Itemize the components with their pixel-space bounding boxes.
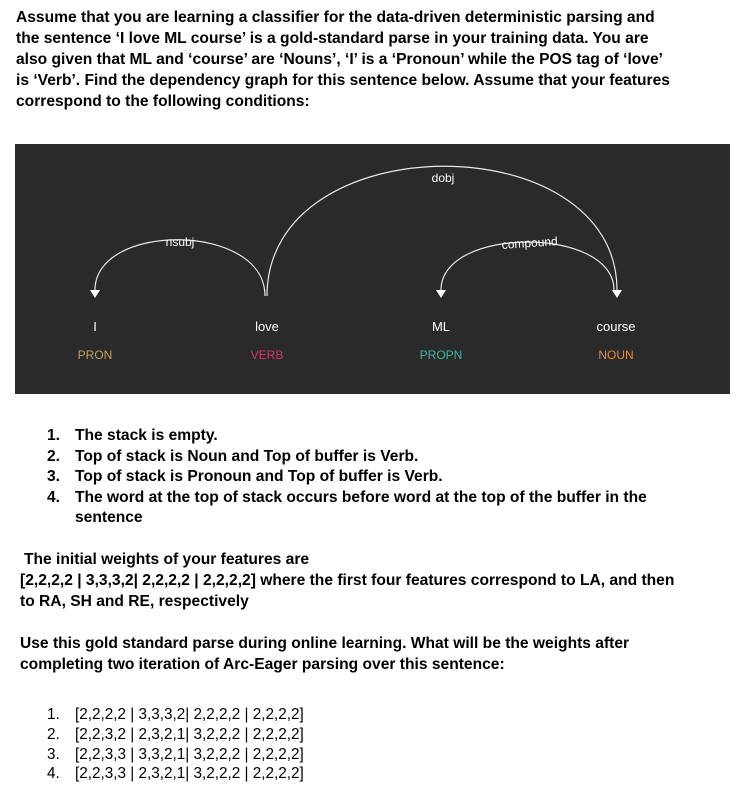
feature-conditions-list: [47, 426, 707, 529]
question-line: the sentence ‘I love ML course’ is a gold-standard parse in your training data. You are: [16, 30, 649, 47]
answer-option[interactable]: [47, 725, 547, 745]
word-ml: ML: [431, 319, 451, 334]
option-number: 4.: [47, 765, 60, 783]
option-text: [2,2,3,3 | 3,3,2,1| 3,2,2,2 | 2,2,2,2]: [75, 745, 304, 763]
arc-label-nsubj: nsubj: [165, 235, 195, 249]
list-number: 4.: [47, 488, 61, 506]
word-love: love: [255, 319, 279, 334]
option-text: [2,2,3,2 | 2,3,2,1| 3,2,2,2 | 2,2,2,2]: [75, 725, 304, 743]
answer-option[interactable]: [47, 745, 547, 765]
option-number: 2.: [47, 725, 60, 743]
task-text: [20, 633, 735, 675]
word-i: I: [93, 319, 97, 334]
dependency-parse-diagram: [15, 144, 730, 394]
condition-text: Top of stack is Pronoun and Top of buffer is Verb.: [75, 468, 443, 485]
answer-option[interactable]: [47, 764, 547, 784]
list-number: 3.: [47, 468, 61, 485]
list-item: [47, 447, 707, 468]
condition-text: The word at the top of stack occurs before word at the top of the buffer in the sentence: [75, 488, 647, 526]
pos-tag-course: NOUN: [598, 348, 634, 362]
weights-line: [2,2,2,2 | 3,3,3,2| 2,2,2,2 | 2,2,2,2] where the first four features correspond to LA, and then: [20, 572, 675, 589]
option-number: 3.: [47, 745, 60, 763]
arc-label-dobj: dobj: [431, 171, 455, 185]
list-item: [47, 467, 707, 488]
list-number: 1.: [47, 427, 61, 444]
answer-option[interactable]: [47, 705, 547, 725]
question-line: Assume that you are learning a classifier for the data-driven deterministic parsing and: [16, 9, 655, 26]
arrowhead-nsubj: [90, 290, 100, 298]
pos-tag-i: PRON: [77, 348, 113, 362]
condition-text: The stack is empty.: [75, 427, 218, 444]
option-text: [2,2,3,3 | 2,3,2,1| 3,2,2,2 | 2,2,2,2]: [75, 765, 304, 783]
list-item: [47, 488, 707, 529]
condition-text: Top of stack is Noun and Top of buffer is Verb.: [75, 447, 419, 465]
word-course: course: [596, 319, 636, 334]
arrowhead-compound: [436, 290, 446, 298]
question-text: [16, 7, 731, 112]
arrowhead-dobj: [612, 290, 622, 298]
option-number: 1.: [47, 706, 60, 723]
option-text: [2,2,2,2 | 3,3,3,2| 2,2,2,2 | 2,2,2,2]: [75, 706, 304, 723]
question-line: is ‘Verb’. Find the dependency graph for this sentence below. Assume that your features: [16, 72, 670, 89]
list-item: [47, 426, 707, 447]
arc-label-compound: compound: [501, 234, 559, 252]
task-line: completing two iteration of Arc-Eager parsing over this sentence:: [20, 656, 505, 673]
initial-weights-text: [20, 549, 735, 612]
question-line: correspond to the following conditions:: [16, 93, 310, 110]
task-line: Use this gold standard parse during online learning. What will be the weights after: [20, 635, 630, 652]
question-line: also given that ML and ‘course’ are ‘Nouns’, ‘I’ is a ‘Pronoun’ while the POS tag of ‘love’: [16, 51, 663, 68]
answer-options-list: [47, 705, 547, 784]
weights-line: to RA, SH and RE, respectively: [20, 593, 249, 610]
list-number: 2.: [47, 447, 61, 465]
arc-dobj: [267, 166, 617, 296]
pos-tag-ml: PROPN: [419, 348, 463, 362]
pos-tag-love: VERB: [250, 348, 284, 362]
dependency-graph: [15, 144, 730, 394]
weights-line: The initial weights of your features are: [24, 551, 310, 568]
